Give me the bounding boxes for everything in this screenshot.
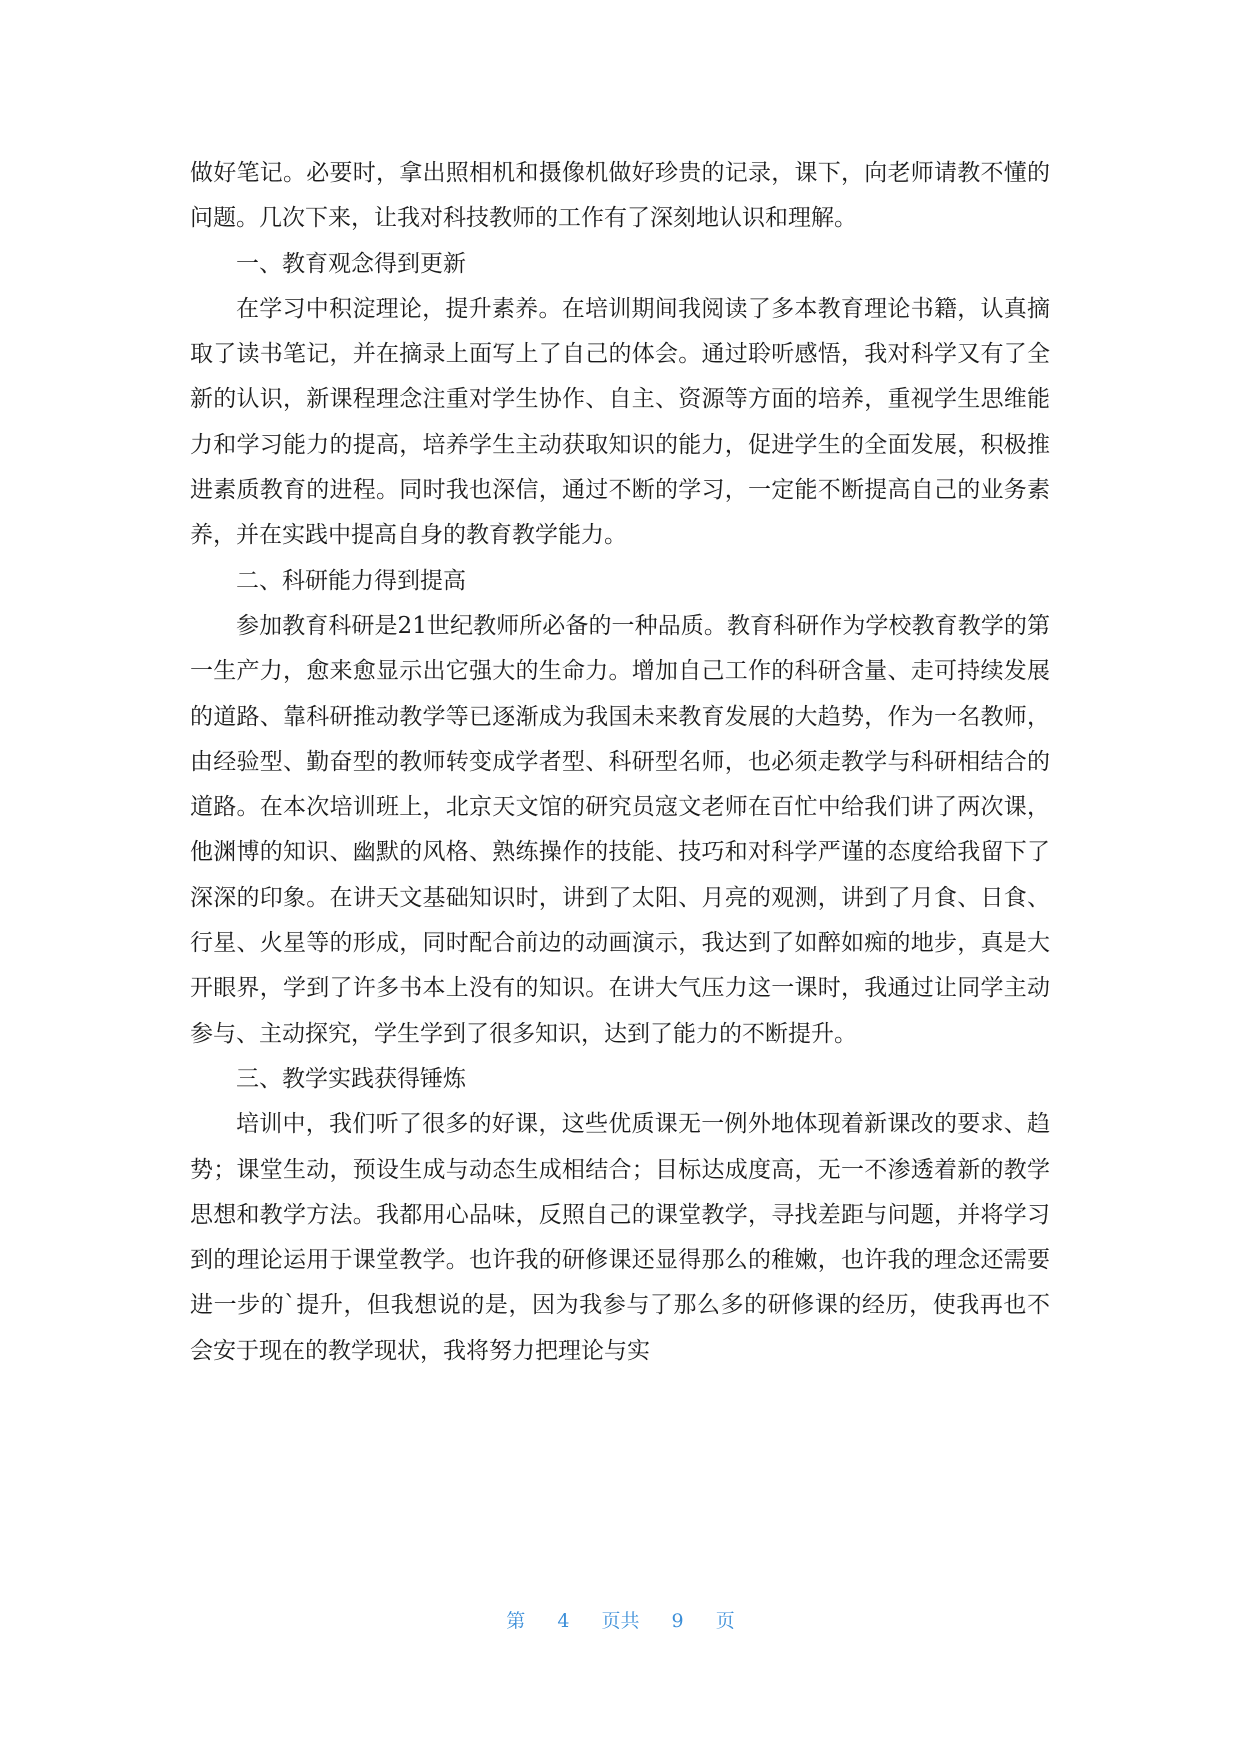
footer-label-of: 页共 xyxy=(601,1610,640,1632)
heading-teaching-practice: 三、教学实践获得锤炼 xyxy=(236,1065,466,1092)
heading-research-ability: 二、科研能力得到提高 xyxy=(236,567,466,594)
paragraph-3: 参加教育科研是21世纪教师所必备的一种品质。教育科研作为学校教育教学的第一生产力，愈来愈显示出它强大的生命力。增加自己工作的科研含量、走可持续发展的道路、靠科研推动教学等已逐渐成为我国未来教育发展的大趋势，作为一名教师，由经验型、勤奋型的教师转变成学者型、科研型名师，也必须走教学与科研相结合的道路。在本次培训班上，北京天文馆的研究员寇文老师在百忙中给我们讲了两次课，他渊博的知识、幽默的风格、熟练操作的技能、技巧和对科学严谨的态度给我留下了深深的印象。在讲天文基础知识时，讲到了太阳、月亮的观测，讲到了月食、日食、行星、火星等的形成，同时配合前边的动画演示，我达到了如醉如痴的地步，真是大开眼界，学到了许多书本上没有的知识。在讲大气压力这一课时，我通过让同学主动参与、主动探究，学生学到了很多知识，达到了能力的不断提升。 xyxy=(190,612,1050,1047)
paragraph-2: 在学习中积淀理论，提升素养。在培训期间我阅读了多本教育理论书籍，认真摘取了读书笔记，并在摘录上面写上了自己的体会。通过聆听感悟，我对科学又有了全新的认识，新课程理念注重对学生协作、自主、资源等方面的培养，重视学生思维能力和学习能力的提高，培养学生主动获取知识的能力，促进学生的全面发展，积极推进素质教育的进程。同时我也深信，通过不断的学习，一定能不断提高自己的业务素养，并在实践中提高自身的教育教学能力。 xyxy=(190,295,1050,549)
paragraph-4: 培训中，我们听了很多的好课，这些优质课无一例外地体现着新课改的要求、趋势；课堂生动，预设生成与动态生成相结合；目标达成度高，无一不渗透着新的教学思想和教学方法。我都用心品味，反照自己的课堂教学，寻找差距与问题，并将学习到的理论运用于课堂教学。也许我的研修课还显得那么的稚嫩，也许我的理念还需要进一步的`提升，但我想说的是，因为我参与了那么多的研修课的经历，使我再也不会安于现在的教学现状，我将努力把理论与实 xyxy=(190,1111,1050,1364)
document-body xyxy=(190,151,1050,1374)
heading-education-concept: 一、教育观念得到更新 xyxy=(236,250,466,277)
paragraph-1: 做好笔记。必要时，拿出照相机和摄像机做好珍贵的记录，课下，向老师请教不懂的问题。几次下来，让我对科技教师的工作有了深刻地认识和理解。 xyxy=(190,160,1050,232)
footer-current-page: 4 xyxy=(557,1610,570,1632)
footer-label-page: 第 xyxy=(506,1610,526,1632)
page-number-footer xyxy=(0,1606,1241,1633)
footer-label-end: 页 xyxy=(715,1610,735,1632)
footer-total-pages: 9 xyxy=(671,1610,684,1632)
